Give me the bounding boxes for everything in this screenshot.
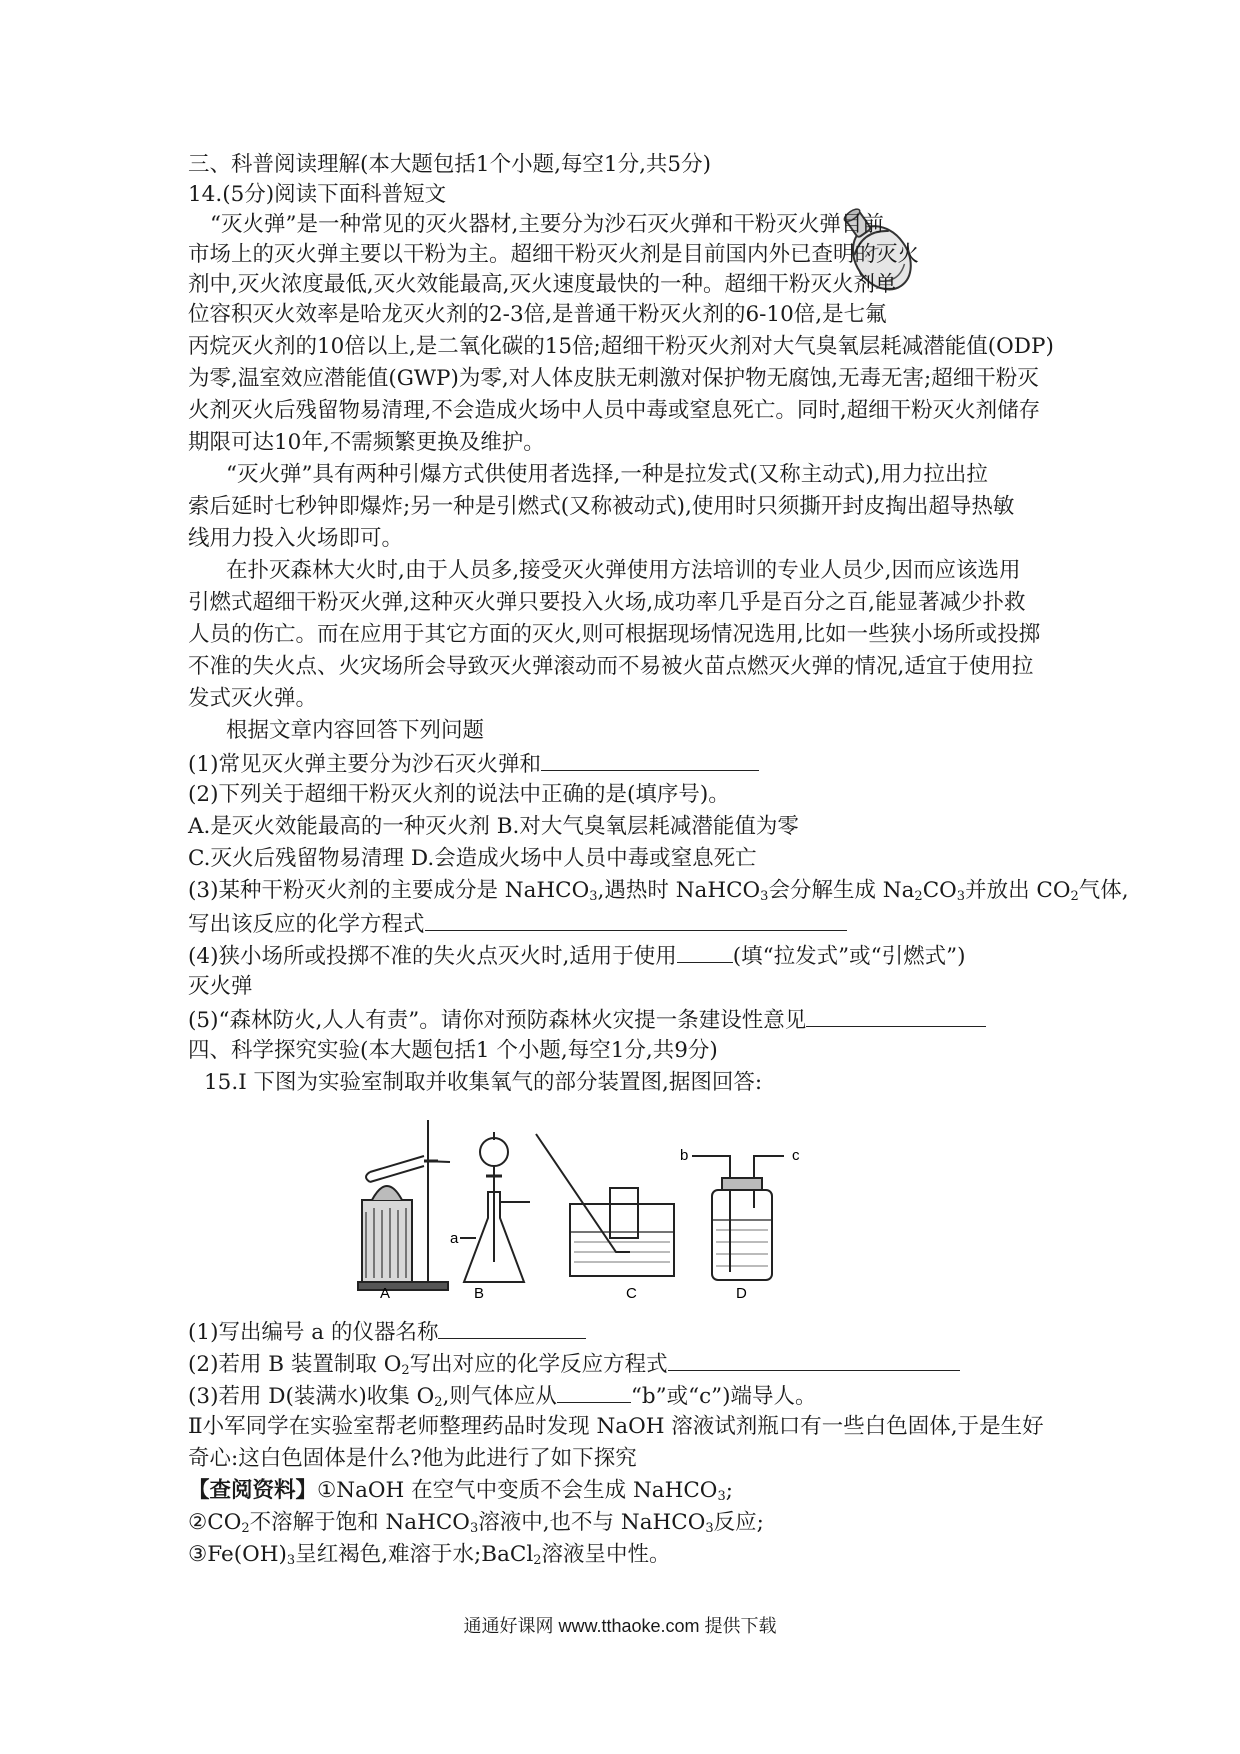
q14-2-options-ab: A.是灭火效能最高的一种灭火剂 B.对大气臭氧层耗减潜能值为零 [188,814,799,839]
passage-line: 位容积灭火效率是哈龙灭火剂的2-3倍,是普通干粉灭火剂的6-10倍,是七氟 [188,302,887,327]
figure-label-c: c [792,1147,800,1164]
subscript: 2 [533,1553,542,1568]
passage-line: 丙烷灭火剂的10倍以上,是二氧化碳的15倍;超细干粉灭火剂对大气臭氧层耗减潜能值(ODP) [188,334,1054,359]
info-1 [188,1476,733,1506]
q15-3-text: ,则气体应从 [442,1384,557,1409]
passage-line: 引燃式超细干粉灭火弹,这种灭火弹只要投入火场,成功率几乎是百分之百,能显著减少扑救 [188,590,1026,615]
figure-label-D: D [736,1285,747,1300]
q14-5 [188,1004,986,1036]
info-text: 不溶解于饱和 NaHCO [249,1510,470,1535]
figure-label-B: B [474,1285,485,1300]
subscript: 2 [1070,889,1079,904]
q15-3 [188,1380,817,1412]
figure-label-a: a [450,1230,459,1247]
passage-line: 为零,温室效应潜能值(GWP)为零,对人体皮肤无刺激对保护物无腐蚀,无毒无害;超细干粉灭 [188,366,1039,391]
passage-line: 市场上的灭火弹主要以干粉为主。超细干粉灭火剂是目前国内外已查明的灭火 [188,242,920,267]
info-2 [188,1508,764,1538]
subscript: 3 [705,1521,714,1536]
q14-1-text: (1)常见灭火弹主要分为沙石灭火弹和 [188,752,541,777]
apparatus-figure [340,1112,900,1300]
q14-3-line2 [188,908,847,940]
q14-4-line2: 灭火弹 [188,974,253,999]
passage-line: “灭火弹”具有两种引爆方式供使用者选择,一种是拉发式(又称主动式),用力拉出拉 [226,462,988,487]
questions-intro: 根据文章内容回答下列问题 [226,718,485,743]
q15-1-text: (1)写出编号 a 的仪器名称 [188,1320,439,1345]
q14-3-text: ,遇热时 NaHCO [597,878,761,903]
q15-3-text: (3)若用 D(装满水)收集 O [188,1384,435,1409]
answer-blank[interactable] [557,1380,631,1403]
info-text: ②CO [188,1510,242,1535]
answer-blank[interactable] [425,908,847,931]
q15-1 [188,1316,586,1348]
footer-watermark: 通通好课网 www.tthaoke.com 提供下载 [463,1616,777,1636]
info-text: ③Fe(OH) [188,1542,287,1567]
subscript: 3 [760,889,769,904]
passage-line: 不准的失火点、火灾场所会导致灭火弹滚动而不易被火苗点燃灭火弹的情况,适宜于使用拉 [188,654,1034,679]
subscript: 3 [956,889,966,904]
q14-4-text: (填“拉发式”或“引燃式”) [732,944,966,969]
info-text: ; [725,1478,733,1503]
q14-3-text: 并放出 CO [965,878,1071,903]
info-3 [188,1540,671,1570]
passage-line: 发式灭火弹。 [188,686,318,711]
q14-4 [188,940,966,972]
passage-line: 剂中,灭火浓度最低,灭火效能最高,灭火速度最快的一种。超细干粉灭火剂单 [188,272,897,297]
passage-line: 线用力投入火场即可。 [188,526,404,551]
subscript: 2 [914,889,923,904]
info-text: ①NaOH 在空气中变质不会生成 NaHCO [317,1478,718,1503]
passage-line: 在扑灭森林大火时,由于人员多,接受灭火弹使用方法培训的专业人员少,因而应该选用 [226,558,1021,583]
figure-label-C: C [626,1285,637,1300]
passage-line: 人员的伤亡。而在应用于其它方面的灭火,则可根据现场情况选用,比如一些狭小场所或投掷 [188,622,1041,647]
info-text: 反应; [713,1510,764,1535]
answer-blank[interactable] [806,1004,986,1027]
passage-line: 期限可达10年,不需频繁更换及维护。 [188,430,545,455]
info-text: 溶液呈中性。 [541,1542,671,1567]
part2-line: Ⅱ小军同学在实验室帮老师整理药品时发现 NaOH 溶液试剂瓶口有一些白色固体,于是生好 [188,1414,1044,1439]
passage-line: “灭火弹”是一种常见的灭火器材,主要分为沙石灭火弹和干粉灭火弹目前 [210,212,884,237]
info-text: 溶液中,也不与 NaHCO [478,1510,706,1535]
q14-2-options-cd: C.灭火后残留物易清理 D.会造成火场中人员中毒或窒息死亡 [188,846,757,871]
subscript: 2 [241,1521,250,1536]
q14-title: 14.(5分)阅读下面科普短文 [188,182,447,207]
subscript: 2 [434,1395,443,1410]
q14-3-text: (3)某种干粉灭火剂的主要成分是 NaHCO [188,878,590,903]
q14-3-text: 写出该反应的化学方程式 [188,912,425,937]
q15-intro: 15.I 下图为实验室制取并收集氧气的部分装置图,据图回答: [204,1070,763,1095]
q14-3-text: 会分解生成 Na [768,878,915,903]
answer-blank[interactable] [668,1348,960,1371]
q15-3-text: “b”或“c”)端导人。 [630,1384,817,1409]
q14-4-text: (4)狭小场所或投掷不准的失火点灭火时,适用于使用 [188,944,677,969]
q14-3 [188,876,1129,906]
figure-label-b: b [680,1147,689,1164]
subscript: 3 [717,1489,726,1504]
q14-3-text: CO [922,878,957,903]
q14-2: (2)下列关于超细干粉灭火剂的说法中正确的是(填序号)。 [188,782,730,807]
q15-2-text: (2)若用 B 装置制取 O [188,1352,402,1377]
answer-blank[interactable] [438,1316,586,1339]
q15-2 [188,1348,960,1380]
subscript: 3 [286,1553,296,1568]
figure-label-A: A [380,1285,391,1300]
q14-3-text: 气体, [1078,878,1129,903]
info-text: 呈红褐色,难溶于水;BaCl [295,1542,534,1567]
section3-heading: 三、科普阅读理解(本大题包括1个小题,每空1分,共5分) [188,152,711,177]
subscript: 2 [401,1363,410,1378]
passage-line: 索后延时七秒钟即爆炸;另一种是引燃式(又称被动式),使用时只须撕开封皮掏出超导热敏 [188,494,1015,519]
q14-1 [188,748,759,780]
answer-blank[interactable] [677,940,733,963]
subscript: 3 [589,889,598,904]
info-title: 【查阅资料】 [188,1478,318,1503]
part2-line: 奇心:这白色固体是什么?他为此进行了如下探究 [188,1446,637,1471]
q15-2-text: 写出对应的化学反应方程式 [409,1352,668,1377]
q14-5-text: (5)“森林防火,人人有责”。请你对预防森林火灾提一条建设性意见 [188,1008,807,1033]
passage-line: 火剂灭火后残留物易清理,不会造成火场中人员中毒或窒息死亡。同时,超细干粉灭火剂储存 [188,398,1041,423]
section4-heading: 四、科学探究实验(本大题包括1 个小题,每空1分,共9分) [188,1038,718,1063]
answer-blank[interactable] [541,748,759,771]
subscript: 3 [469,1521,479,1536]
